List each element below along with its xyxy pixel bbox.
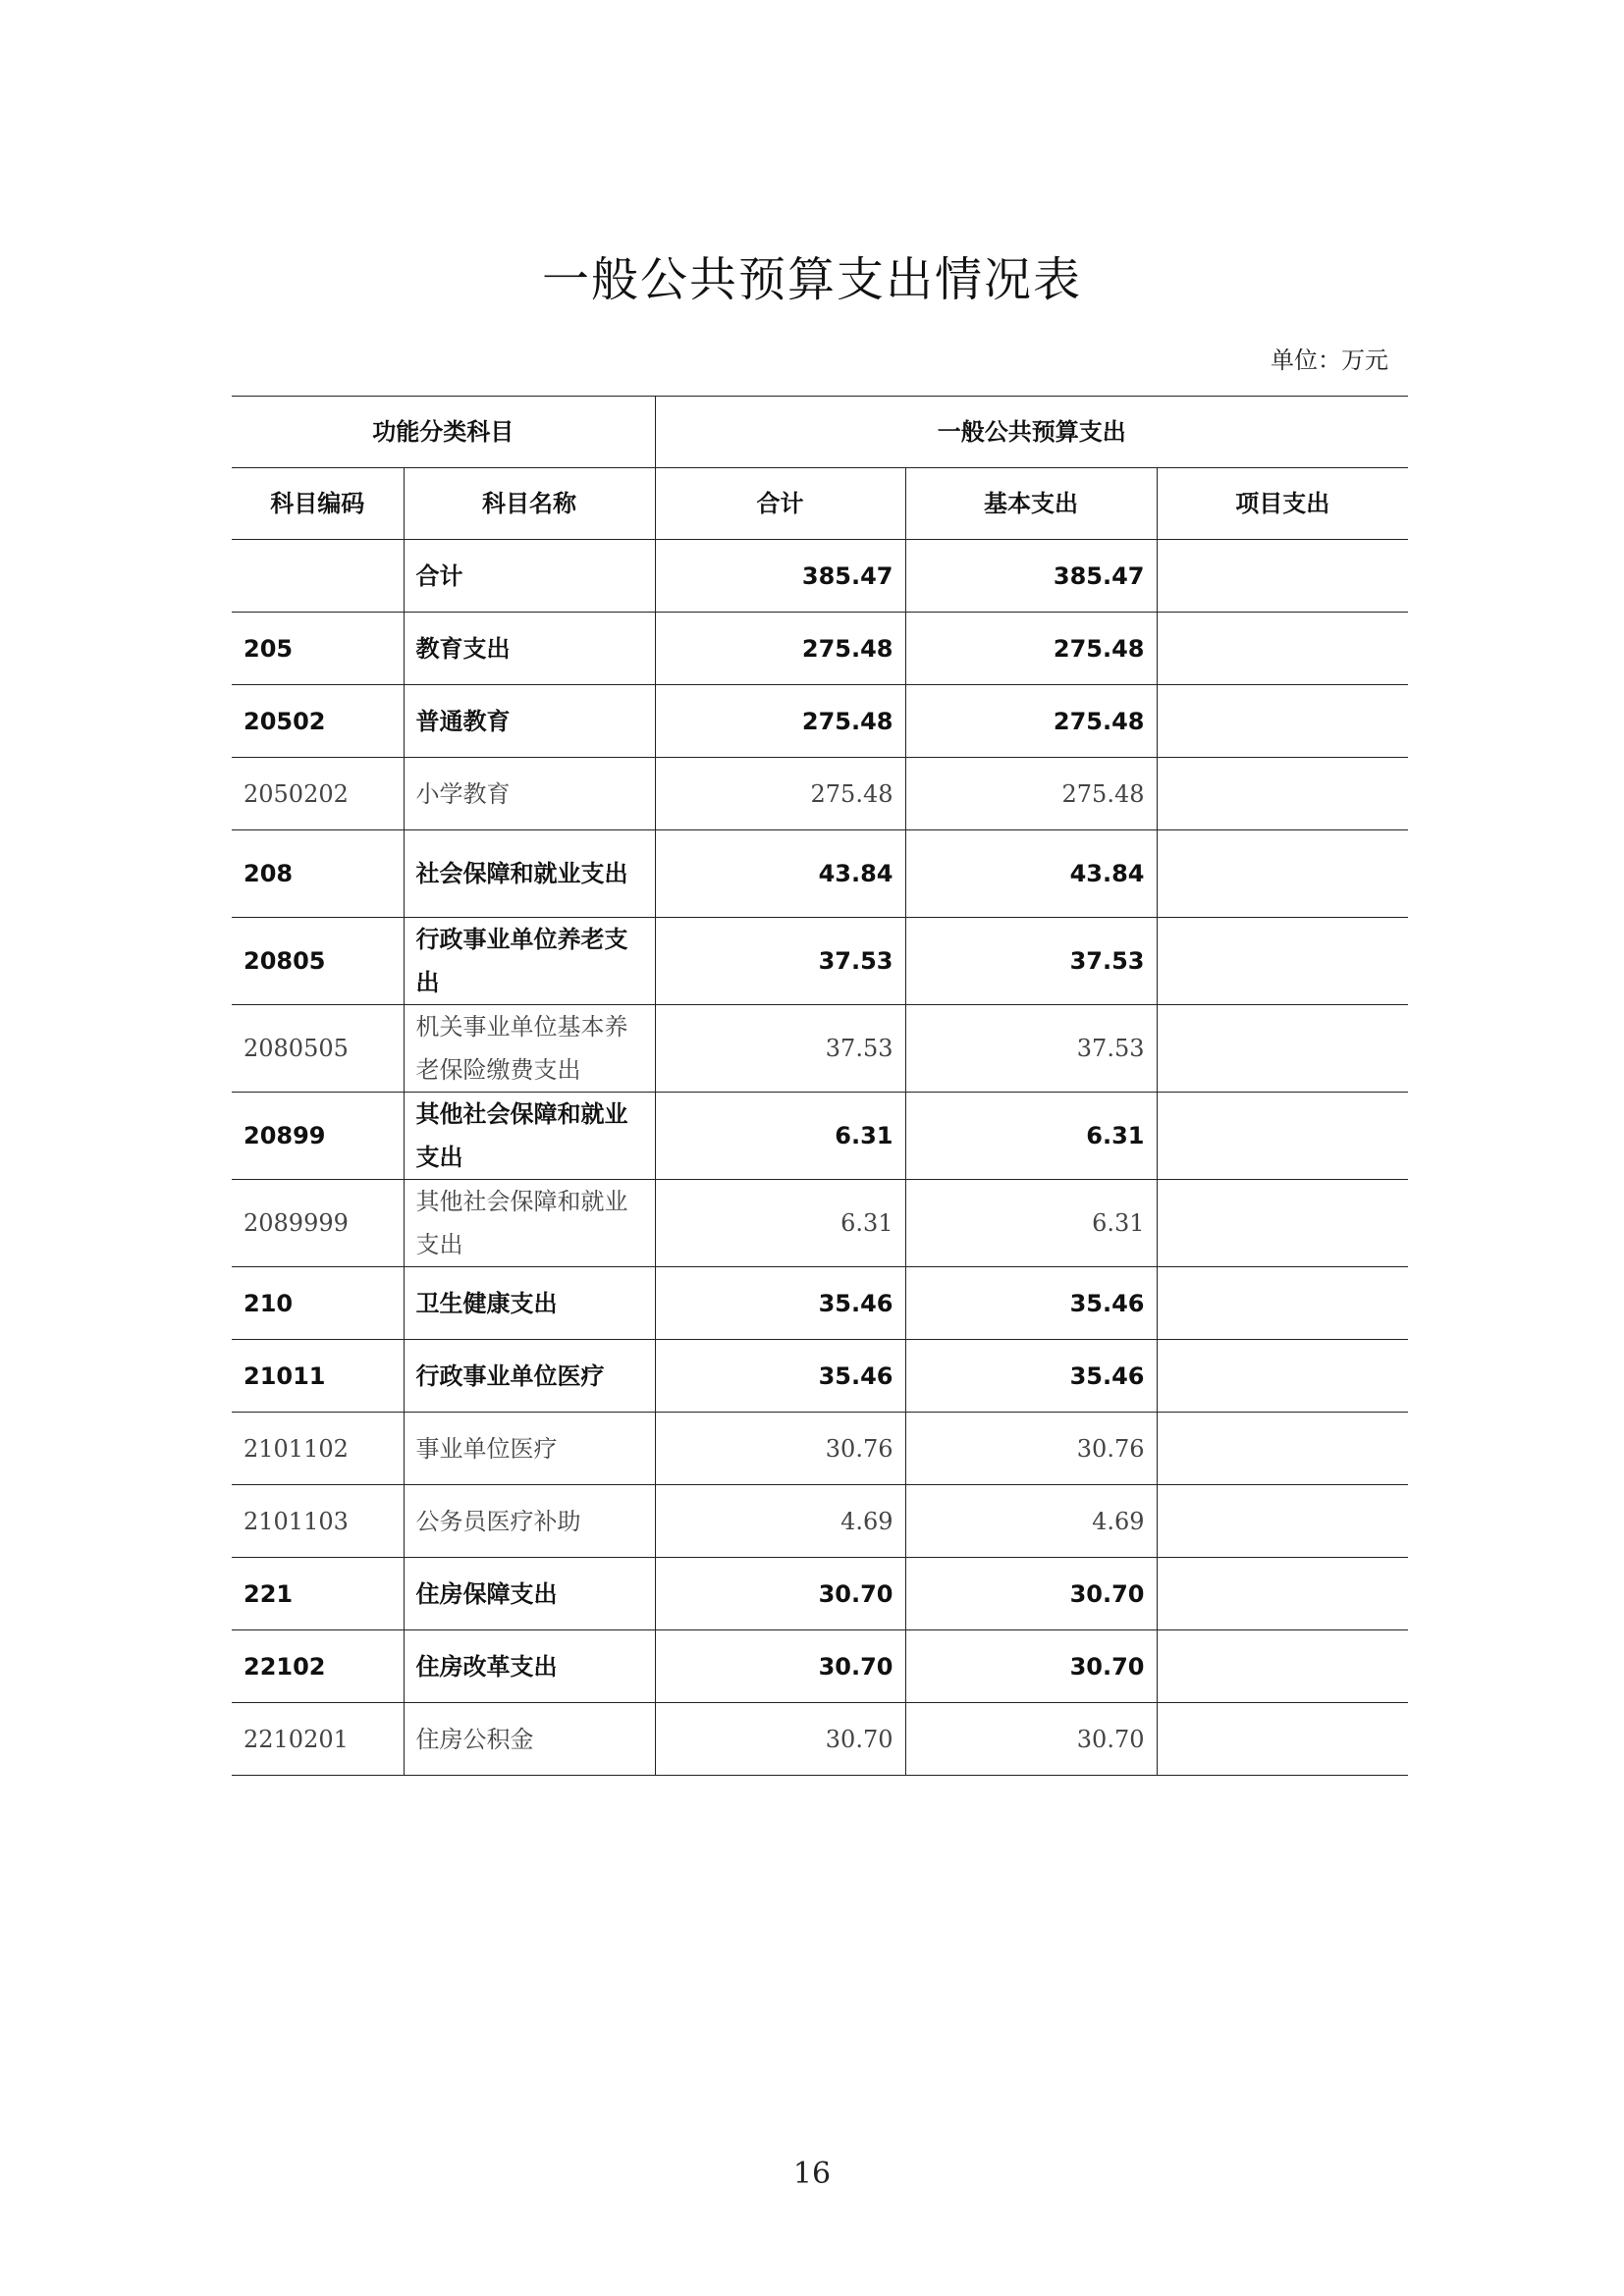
table-row	[232, 758, 1408, 830]
cell-name: 住房改革支出	[404, 1630, 655, 1703]
cell-total: 275.48	[655, 758, 905, 830]
cell-code: 21011	[232, 1340, 404, 1413]
cell-code: 22102	[232, 1630, 404, 1703]
cell-name: 其他社会保障和就业支出	[404, 1180, 655, 1267]
table-row	[232, 1180, 1408, 1267]
cell-project	[1157, 1703, 1408, 1776]
cell-project	[1157, 1267, 1408, 1340]
budget-table	[232, 396, 1408, 1776]
cell-total: 30.70	[655, 1558, 905, 1630]
cell-name: 普通教育	[404, 685, 655, 758]
cell-project	[1157, 613, 1408, 685]
cell-basic: 30.70	[905, 1703, 1157, 1776]
cell-basic: 275.48	[905, 758, 1157, 830]
cell-name: 其他社会保障和就业支出	[404, 1093, 655, 1180]
cell-basic: 37.53	[905, 918, 1157, 1005]
table-row	[232, 540, 1408, 613]
cell-name: 卫生健康支出	[404, 1267, 655, 1340]
cell-basic: 6.31	[905, 1180, 1157, 1267]
unit-label: 单位：万元	[1271, 347, 1388, 374]
cell-code: 2089999	[232, 1180, 404, 1267]
cell-name: 住房公积金	[404, 1703, 655, 1776]
cell-code	[232, 540, 404, 613]
cell-project	[1157, 758, 1408, 830]
cell-project	[1157, 1005, 1408, 1093]
table-row	[232, 1485, 1408, 1558]
cell-total: 6.31	[655, 1180, 905, 1267]
cell-total: 37.53	[655, 1005, 905, 1093]
header-code: 科目编码	[232, 468, 404, 540]
cell-basic: 275.48	[905, 685, 1157, 758]
cell-code: 2080505	[232, 1005, 404, 1093]
cell-total: 4.69	[655, 1485, 905, 1558]
cell-name: 住房保障支出	[404, 1558, 655, 1630]
cell-total: 275.48	[655, 613, 905, 685]
table-row	[232, 685, 1408, 758]
header-function-category: 功能分类科目	[232, 397, 655, 468]
cell-project	[1157, 1180, 1408, 1267]
cell-code: 2101102	[232, 1413, 404, 1485]
cell-project	[1157, 1485, 1408, 1558]
cell-total: 6.31	[655, 1093, 905, 1180]
cell-project	[1157, 1558, 1408, 1630]
cell-basic: 37.53	[905, 1005, 1157, 1093]
header-group-row	[232, 397, 1408, 468]
cell-code: 221	[232, 1558, 404, 1630]
cell-name: 小学教育	[404, 758, 655, 830]
cell-code: 2210201	[232, 1703, 404, 1776]
cell-code: 20502	[232, 685, 404, 758]
cell-name: 行政事业单位养老支出	[404, 918, 655, 1005]
cell-total: 35.46	[655, 1340, 905, 1413]
cell-project	[1157, 685, 1408, 758]
cell-name: 社会保障和就业支出	[404, 830, 655, 918]
table-row	[232, 1340, 1408, 1413]
header-project: 项目支出	[1157, 468, 1408, 540]
cell-code: 208	[232, 830, 404, 918]
cell-total: 43.84	[655, 830, 905, 918]
cell-code: 210	[232, 1267, 404, 1340]
cell-code: 2101103	[232, 1485, 404, 1558]
cell-name: 公务员医疗补助	[404, 1485, 655, 1558]
cell-total: 37.53	[655, 918, 905, 1005]
cell-basic: 30.70	[905, 1558, 1157, 1630]
cell-project	[1157, 830, 1408, 918]
cell-basic: 43.84	[905, 830, 1157, 918]
cell-basic: 385.47	[905, 540, 1157, 613]
header-basic: 基本支出	[905, 468, 1157, 540]
cell-code: 205	[232, 613, 404, 685]
table-row	[232, 830, 1408, 918]
cell-basic: 30.76	[905, 1413, 1157, 1485]
cell-project	[1157, 1630, 1408, 1703]
cell-code: 2050202	[232, 758, 404, 830]
cell-total: 30.70	[655, 1703, 905, 1776]
cell-basic: 6.31	[905, 1093, 1157, 1180]
table-row	[232, 1005, 1408, 1093]
cell-total: 30.76	[655, 1413, 905, 1485]
cell-project	[1157, 1340, 1408, 1413]
cell-name: 合计	[404, 540, 655, 613]
page-number: 16	[792, 2157, 832, 2191]
cell-basic: 4.69	[905, 1485, 1157, 1558]
table-row	[232, 1703, 1408, 1776]
cell-total: 35.46	[655, 1267, 905, 1340]
cell-project	[1157, 918, 1408, 1005]
header-name: 科目名称	[404, 468, 655, 540]
header-general-budget: 一般公共预算支出	[655, 397, 1408, 468]
table-body	[232, 540, 1408, 1776]
cell-basic: 275.48	[905, 613, 1157, 685]
cell-name: 教育支出	[404, 613, 655, 685]
cell-name: 事业单位医疗	[404, 1413, 655, 1485]
cell-project	[1157, 540, 1408, 613]
cell-project	[1157, 1413, 1408, 1485]
table-row	[232, 918, 1408, 1005]
cell-basic: 35.46	[905, 1267, 1157, 1340]
table-row	[232, 1558, 1408, 1630]
cell-name: 机关事业单位基本养老保险缴费支出	[404, 1005, 655, 1093]
cell-basic: 30.70	[905, 1630, 1157, 1703]
cell-name: 行政事业单位医疗	[404, 1340, 655, 1413]
table-row	[232, 1093, 1408, 1180]
table-row	[232, 1267, 1408, 1340]
page-title: 一般公共预算支出情况表	[541, 252, 1082, 307]
cell-total: 30.70	[655, 1630, 905, 1703]
header-column-row	[232, 468, 1408, 540]
cell-code: 20899	[232, 1093, 404, 1180]
table-row	[232, 613, 1408, 685]
cell-total: 275.48	[655, 685, 905, 758]
cell-total: 385.47	[655, 540, 905, 613]
header-total: 合计	[655, 468, 905, 540]
cell-basic: 35.46	[905, 1340, 1157, 1413]
table-row	[232, 1413, 1408, 1485]
cell-code: 20805	[232, 918, 404, 1005]
cell-project	[1157, 1093, 1408, 1180]
table-row	[232, 1630, 1408, 1703]
